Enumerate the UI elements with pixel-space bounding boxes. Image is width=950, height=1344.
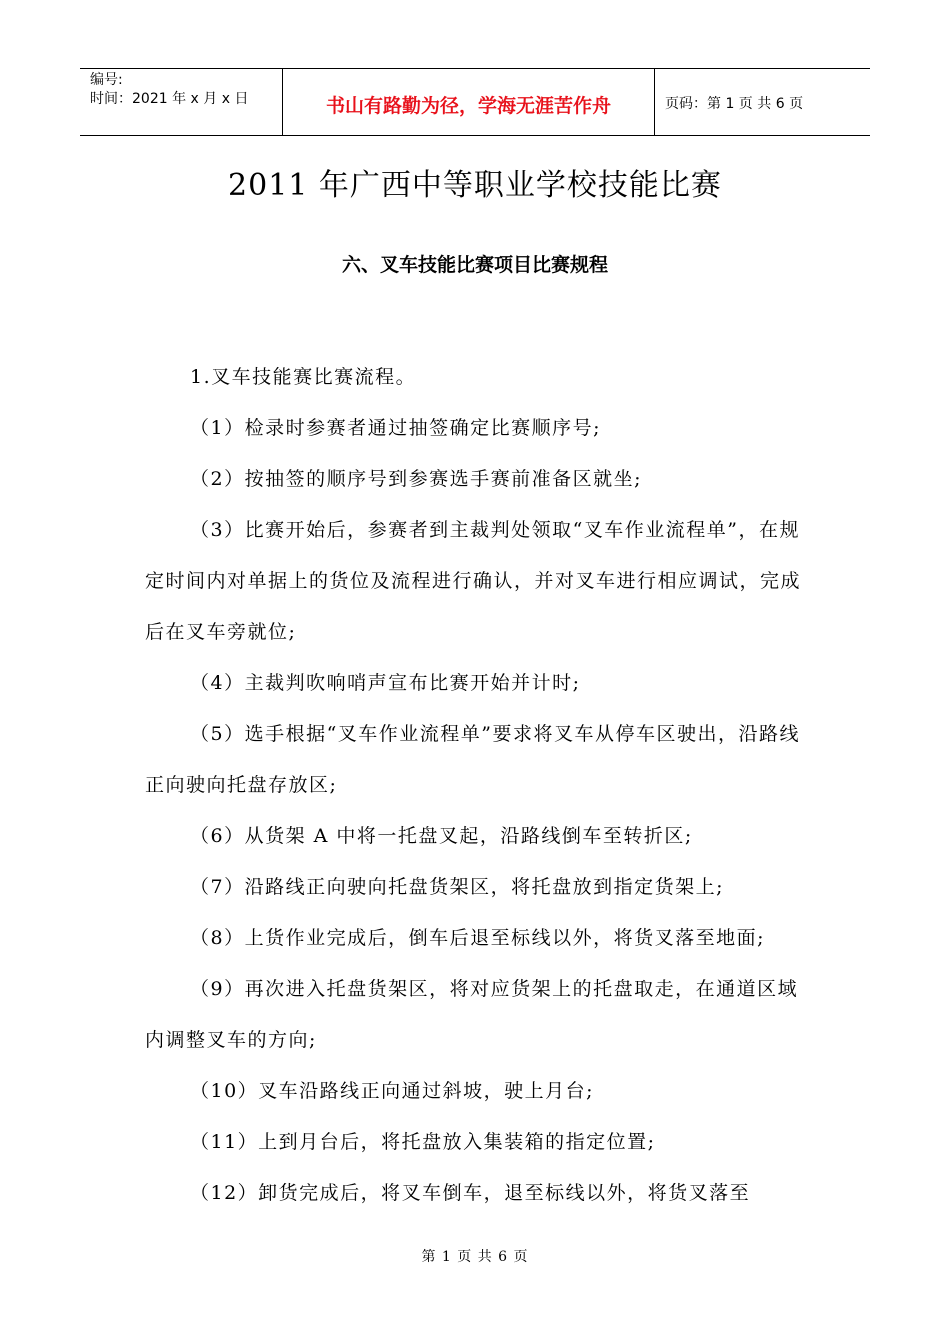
header-table bbox=[80, 68, 870, 136]
header-meta bbox=[80, 69, 282, 135]
paragraph: （7）沿路线正向驶向托盘货架区，将托盘放到指定货架上; bbox=[190, 876, 724, 898]
header-motto: 书山有路勤为径，学海无涯苦作舟 bbox=[282, 69, 655, 135]
paragraph: （12）卸货完成后，将叉车倒车，退至标线以外，将货叉落至 bbox=[190, 1182, 751, 1204]
paragraph: （10）叉车沿路线正向通过斜坡，驶上月台; bbox=[190, 1080, 595, 1102]
body-text bbox=[145, 352, 815, 1219]
paragraph: （4）主裁判吹响哨声宣布比赛开始并计时; bbox=[190, 672, 581, 694]
paragraph: （9）再次进入托盘货架区，将对应货架上的托盘取走，在通道区域内调整叉车的方向; bbox=[145, 978, 799, 1051]
paragraph: 1.叉车技能赛比赛流程。 bbox=[190, 366, 417, 388]
paragraph: （6）从货架 A 中将一托盘叉起，沿路线倒车至转折区; bbox=[190, 825, 693, 847]
number-label: 编号: bbox=[90, 72, 123, 88]
paragraph: （11）上到月台后，将托盘放入集装箱的指定位置; bbox=[190, 1131, 656, 1153]
paragraph: （3）比赛开始后，参赛者到主裁判处领取“叉车作业流程单”，在规定时间内对单据上的货位及流程进行确认，并对叉车进行相应调试，完成后在叉车旁就位; bbox=[145, 519, 802, 643]
date-label: 时间：2021 年 x 月 x 日 bbox=[90, 91, 249, 107]
paragraph: （8）上货作业完成后，倒车后退至标线以外，将货叉落至地面; bbox=[190, 927, 765, 949]
document-title: 2011 年广西中等职业学校技能比赛 bbox=[228, 168, 722, 203]
section-heading: 六、叉车技能比赛项目比赛规程 bbox=[341, 254, 608, 276]
paragraph: （2）按抽签的顺序号到参赛选手赛前准备区就坐; bbox=[190, 468, 642, 490]
paragraph: （1）检录时参赛者通过抽签确定比赛顺序号; bbox=[190, 417, 601, 439]
paragraph: （5）选手根据“叉车作业流程单”要求将叉车从停车区驶出，沿路线正向驶向托盘存放区; bbox=[145, 723, 801, 796]
page-footer: 第 1 页 共 6 页 bbox=[421, 1249, 529, 1265]
header-page-info: 页码：第 1 页 共 6 页 bbox=[665, 96, 804, 112]
